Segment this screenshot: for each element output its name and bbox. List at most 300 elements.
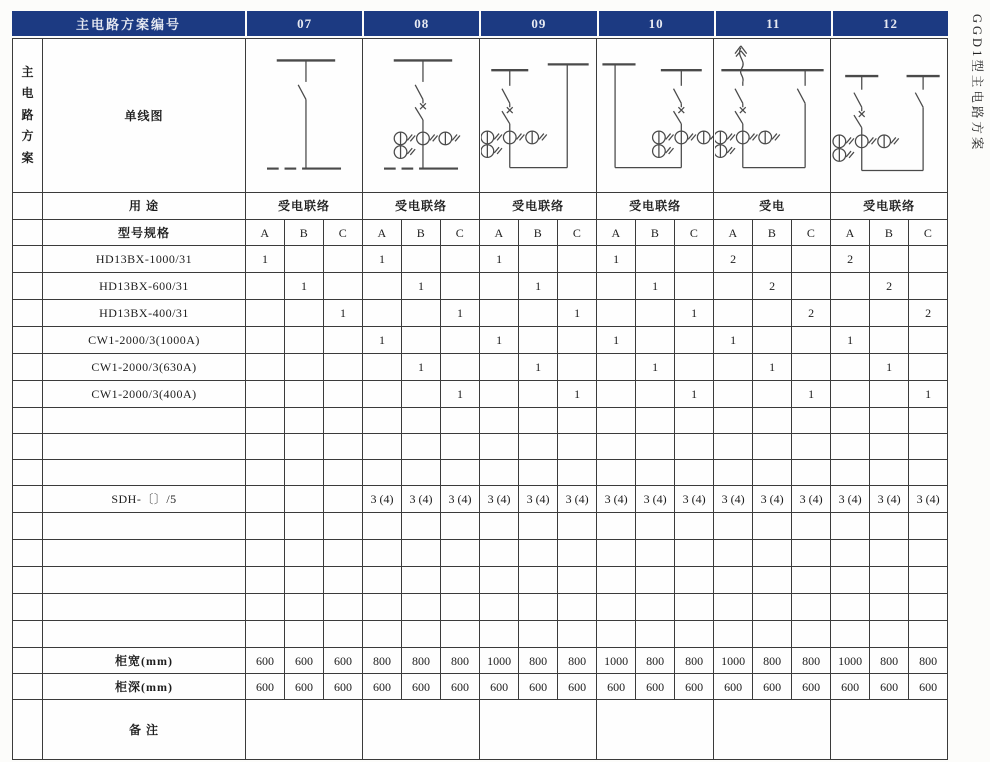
- spec-value-5-8: 1: [558, 381, 597, 408]
- empty-cell: [909, 621, 948, 648]
- empty-row: [13, 513, 948, 540]
- spec-value-3-3: 1: [363, 327, 402, 354]
- subcol-07-C: C: [324, 220, 363, 246]
- empty-cell: [480, 460, 519, 486]
- empty-cell: [714, 513, 753, 540]
- spec-value-4-15: [831, 354, 870, 381]
- sdh-value-5: 3 (4): [441, 486, 480, 513]
- empty-cell: [792, 408, 831, 434]
- empty-cell: [285, 408, 324, 434]
- subcol-10-B: B: [636, 220, 675, 246]
- sdh-value-4: 3 (4): [402, 486, 441, 513]
- spec-label-0: HD13BX-1000/31: [43, 246, 246, 273]
- spacer-cell: [13, 674, 43, 700]
- empty-cell: [831, 513, 870, 540]
- spec-value-5-11: 1: [675, 381, 714, 408]
- spec-label-5: CW1-2000/3(400A): [43, 381, 246, 408]
- remark-row: [13, 700, 948, 760]
- spec-value-3-4: [402, 327, 441, 354]
- spec-value-0-6: 1: [480, 246, 519, 273]
- spec-value-2-5: 1: [441, 300, 480, 327]
- usage-scheme-09: 受电联络: [480, 193, 597, 220]
- cabinet-width-label: 柜宽(mm): [43, 648, 246, 674]
- empty-cell: [870, 594, 909, 621]
- spec-value-5-15: [831, 381, 870, 408]
- spec-label-1: HD13BX-600/31: [43, 273, 246, 300]
- spacer-cell: [13, 354, 43, 381]
- subcol-07-B: B: [285, 220, 324, 246]
- empty-cell: [441, 621, 480, 648]
- subcol-12-C: C: [909, 220, 948, 246]
- scheme-07-single-line-diagram: [246, 39, 363, 193]
- cabinet-width-value-8: 800: [558, 648, 597, 674]
- empty-cell: [363, 594, 402, 621]
- spec-value-0-2: [324, 246, 363, 273]
- spec-value-5-4: [402, 381, 441, 408]
- empty-cell: [324, 594, 363, 621]
- cabinet-width-value-9: 1000: [597, 648, 636, 674]
- cabinet-depth-value-15: 600: [831, 674, 870, 700]
- subcol-08-B: B: [402, 220, 441, 246]
- cabinet-depth-value-8: 600: [558, 674, 597, 700]
- empty-row: [13, 434, 948, 460]
- empty-cell: [792, 567, 831, 594]
- spec-value-0-15: 2: [831, 246, 870, 273]
- cabinet-width-value-12: 1000: [714, 648, 753, 674]
- empty-cell: [324, 513, 363, 540]
- sdh-value-10: 3 (4): [636, 486, 675, 513]
- spacer-cell: [13, 273, 43, 300]
- empty-cell: [402, 540, 441, 567]
- empty-cell: [909, 460, 948, 486]
- empty-label-cell: [43, 594, 246, 621]
- empty-cell: [636, 408, 675, 434]
- scheme-number-09: 09: [481, 11, 596, 36]
- empty-cell: [402, 567, 441, 594]
- empty-cell: [480, 594, 519, 621]
- empty-cell: [441, 434, 480, 460]
- spec-value-1-2: [324, 273, 363, 300]
- spec-value-1-12: [714, 273, 753, 300]
- spacer-cell: [13, 434, 43, 460]
- empty-cell: [909, 513, 948, 540]
- spacer-cell: [13, 220, 43, 246]
- empty-cell: [441, 408, 480, 434]
- empty-cell: [480, 621, 519, 648]
- empty-cell: [714, 460, 753, 486]
- empty-cell: [480, 567, 519, 594]
- scheme-12-single-line-diagram: [831, 39, 948, 193]
- spec-value-1-16: 2: [870, 273, 909, 300]
- empty-cell: [402, 513, 441, 540]
- spec-value-0-1: [285, 246, 324, 273]
- spec-value-5-12: [714, 381, 753, 408]
- empty-cell: [714, 567, 753, 594]
- cabinet-width-value-3: 800: [363, 648, 402, 674]
- spec-value-1-13: 2: [753, 273, 792, 300]
- spec-value-2-6: [480, 300, 519, 327]
- empty-cell: [753, 460, 792, 486]
- empty-cell: [558, 434, 597, 460]
- empty-row: [13, 594, 948, 621]
- empty-cell: [402, 594, 441, 621]
- spec-row-4: [13, 354, 948, 381]
- spec-value-2-16: [870, 300, 909, 327]
- cabinet-depth-value-3: 600: [363, 674, 402, 700]
- empty-cell: [597, 513, 636, 540]
- spec-value-1-11: [675, 273, 714, 300]
- scheme-08-single-line-diagram: [363, 39, 480, 193]
- cabinet-depth-value-13: 600: [753, 674, 792, 700]
- cabinet-width-value-4: 800: [402, 648, 441, 674]
- scheme-number-12: 12: [833, 11, 948, 36]
- empty-cell: [870, 621, 909, 648]
- empty-cell: [363, 540, 402, 567]
- empty-cell: [909, 540, 948, 567]
- empty-cell: [792, 621, 831, 648]
- empty-cell: [480, 540, 519, 567]
- spacer-cell: [13, 594, 43, 621]
- spec-value-5-5: 1: [441, 381, 480, 408]
- empty-cell: [636, 460, 675, 486]
- empty-cell: [285, 513, 324, 540]
- empty-cell: [792, 540, 831, 567]
- spec-value-3-15: 1: [831, 327, 870, 354]
- empty-label-cell: [43, 408, 246, 434]
- spec-value-0-9: 1: [597, 246, 636, 273]
- empty-cell: [480, 434, 519, 460]
- spacer-cell: [13, 460, 43, 486]
- sdh-row-label: SDH-〔〕/5: [43, 486, 246, 513]
- sdh-value-9: 3 (4): [597, 486, 636, 513]
- empty-cell: [363, 567, 402, 594]
- empty-cell: [714, 408, 753, 434]
- sdh-value-13: 3 (4): [753, 486, 792, 513]
- cabinet-depth-label: 柜深(mm): [43, 674, 246, 700]
- spec-value-2-3: [363, 300, 402, 327]
- empty-cell: [246, 513, 285, 540]
- empty-cell: [285, 540, 324, 567]
- cabinet-depth-value-2: 600: [324, 674, 363, 700]
- spec-value-5-9: [597, 381, 636, 408]
- cabinet-width-value-7: 800: [519, 648, 558, 674]
- cabinet-width-value-14: 800: [792, 648, 831, 674]
- spec-value-0-0: 1: [246, 246, 285, 273]
- spec-value-0-17: [909, 246, 948, 273]
- usage-scheme-11: 受电: [714, 193, 831, 220]
- spec-value-4-6: [480, 354, 519, 381]
- spec-value-0-14: [792, 246, 831, 273]
- spec-value-4-2: [324, 354, 363, 381]
- spec-value-5-14: 1: [792, 381, 831, 408]
- empty-cell: [636, 567, 675, 594]
- empty-cell: [714, 621, 753, 648]
- cabinet-width-value-1: 600: [285, 648, 324, 674]
- spec-value-4-0: [246, 354, 285, 381]
- spacer-cell: [13, 700, 43, 760]
- empty-cell: [636, 513, 675, 540]
- empty-cell: [519, 540, 558, 567]
- empty-cell: [675, 434, 714, 460]
- spec-value-4-3: [363, 354, 402, 381]
- spacer-cell: [13, 486, 43, 513]
- spec-value-2-1: [285, 300, 324, 327]
- cabinet-width-value-17: 800: [909, 648, 948, 674]
- usage-row-label: 用 途: [43, 193, 246, 220]
- spec-value-0-3: 1: [363, 246, 402, 273]
- sdh-row: [13, 486, 948, 513]
- spec-value-2-11: 1: [675, 300, 714, 327]
- empty-cell: [441, 567, 480, 594]
- sdh-value-7: 3 (4): [519, 486, 558, 513]
- subcol-09-C: C: [558, 220, 597, 246]
- empty-cell: [285, 460, 324, 486]
- spec-value-4-12: [714, 354, 753, 381]
- remark-value-1: [363, 700, 480, 760]
- spec-value-1-1: 1: [285, 273, 324, 300]
- sdh-value-16: 3 (4): [870, 486, 909, 513]
- sdh-value-2: [324, 486, 363, 513]
- spec-row-label: 型号规格: [43, 220, 246, 246]
- spec-value-0-8: [558, 246, 597, 273]
- empty-label-cell: [43, 460, 246, 486]
- spacer-cell: [13, 540, 43, 567]
- spec-value-4-4: 1: [402, 354, 441, 381]
- empty-cell: [870, 408, 909, 434]
- spec-value-5-17: 1: [909, 381, 948, 408]
- sdh-value-15: 3 (4): [831, 486, 870, 513]
- remark-row-label: 备 注: [43, 700, 246, 760]
- empty-cell: [558, 567, 597, 594]
- spec-value-4-8: [558, 354, 597, 381]
- cabinet-width-row: [13, 648, 948, 674]
- spec-value-2-13: [753, 300, 792, 327]
- empty-cell: [870, 434, 909, 460]
- cabinet-depth-value-9: 600: [597, 674, 636, 700]
- empty-cell: [714, 434, 753, 460]
- spec-value-1-14: [792, 273, 831, 300]
- empty-row: [13, 540, 948, 567]
- sdh-value-11: 3 (4): [675, 486, 714, 513]
- empty-cell: [480, 513, 519, 540]
- spec-value-0-16: [870, 246, 909, 273]
- empty-cell: [792, 460, 831, 486]
- empty-cell: [870, 460, 909, 486]
- empty-cell: [558, 408, 597, 434]
- scheme-number-08: 08: [364, 11, 479, 36]
- sdh-value-1: [285, 486, 324, 513]
- empty-cell: [246, 434, 285, 460]
- empty-cell: [831, 540, 870, 567]
- empty-cell: [558, 460, 597, 486]
- empty-cell: [597, 567, 636, 594]
- cabinet-depth-value-17: 600: [909, 674, 948, 700]
- cabinet-depth-value-6: 600: [480, 674, 519, 700]
- remark-value-0: [246, 700, 363, 760]
- cabinet-width-value-0: 600: [246, 648, 285, 674]
- spec-value-4-1: [285, 354, 324, 381]
- empty-cell: [792, 434, 831, 460]
- spacer-cell: [13, 513, 43, 540]
- spec-value-3-9: 1: [597, 327, 636, 354]
- spec-value-2-12: [714, 300, 753, 327]
- empty-label-cell: [43, 434, 246, 460]
- spec-value-3-7: [519, 327, 558, 354]
- cabinet-depth-value-1: 600: [285, 674, 324, 700]
- cabinet-depth-value-12: 600: [714, 674, 753, 700]
- empty-cell: [909, 434, 948, 460]
- empty-label-cell: [43, 513, 246, 540]
- empty-cell: [753, 434, 792, 460]
- spec-value-3-13: [753, 327, 792, 354]
- spec-value-1-3: [363, 273, 402, 300]
- empty-cell: [285, 567, 324, 594]
- empty-cell: [831, 408, 870, 434]
- empty-cell: [519, 408, 558, 434]
- empty-cell: [909, 594, 948, 621]
- left-vertical-label: 主 电 路 方 案: [13, 39, 43, 193]
- spacer-cell: [13, 621, 43, 648]
- spec-value-1-4: 1: [402, 273, 441, 300]
- scheme-11-single-line-diagram: [714, 39, 831, 193]
- spacer-cell: [13, 648, 43, 674]
- spec-value-4-11: [675, 354, 714, 381]
- spec-row-0: [13, 246, 948, 273]
- spec-value-3-12: 1: [714, 327, 753, 354]
- subcol-11-A: A: [714, 220, 753, 246]
- cabinet-width-value-6: 1000: [480, 648, 519, 674]
- empty-cell: [831, 460, 870, 486]
- cabinet-depth-value-11: 600: [675, 674, 714, 700]
- scheme-09-single-line-diagram: [480, 39, 597, 193]
- spec-value-3-10: [636, 327, 675, 354]
- spec-value-2-15: [831, 300, 870, 327]
- empty-cell: [363, 408, 402, 434]
- empty-cell: [246, 460, 285, 486]
- spec-value-4-7: 1: [519, 354, 558, 381]
- empty-cell: [636, 434, 675, 460]
- spec-value-3-14: [792, 327, 831, 354]
- sdh-value-12: 3 (4): [714, 486, 753, 513]
- subcol-11-B: B: [753, 220, 792, 246]
- empty-cell: [324, 567, 363, 594]
- empty-cell: [870, 540, 909, 567]
- spec-value-1-5: [441, 273, 480, 300]
- spec-value-1-7: 1: [519, 273, 558, 300]
- empty-cell: [402, 408, 441, 434]
- spacer-cell: [13, 327, 43, 354]
- empty-cell: [246, 621, 285, 648]
- spec-row-2: [13, 300, 948, 327]
- empty-cell: [285, 621, 324, 648]
- empty-cell: [519, 567, 558, 594]
- empty-cell: [558, 594, 597, 621]
- spec-label-3: CW1-2000/3(1000A): [43, 327, 246, 354]
- empty-cell: [324, 460, 363, 486]
- spec-value-2-7: [519, 300, 558, 327]
- empty-cell: [597, 540, 636, 567]
- spacer-cell: [13, 193, 43, 220]
- empty-cell: [441, 594, 480, 621]
- cabinet-depth-value-10: 600: [636, 674, 675, 700]
- usage-scheme-08: 受电联络: [363, 193, 480, 220]
- usage-scheme-10: 受电联络: [597, 193, 714, 220]
- empty-cell: [402, 460, 441, 486]
- subcol-09-B: B: [519, 220, 558, 246]
- spec-value-1-0: [246, 273, 285, 300]
- empty-cell: [753, 540, 792, 567]
- spec-value-4-14: [792, 354, 831, 381]
- empty-cell: [519, 434, 558, 460]
- empty-cell: [246, 594, 285, 621]
- spacer-cell: [13, 381, 43, 408]
- subcol-07-A: A: [246, 220, 285, 246]
- cabinet-depth-value-4: 600: [402, 674, 441, 700]
- spec-value-3-11: [675, 327, 714, 354]
- spec-value-2-0: [246, 300, 285, 327]
- empty-cell: [558, 513, 597, 540]
- sdh-value-0: [246, 486, 285, 513]
- spec-value-1-8: [558, 273, 597, 300]
- empty-cell: [363, 621, 402, 648]
- empty-cell: [636, 540, 675, 567]
- subcol-12-A: A: [831, 220, 870, 246]
- spec-value-1-15: [831, 273, 870, 300]
- spec-value-5-7: [519, 381, 558, 408]
- spec-value-5-1: [285, 381, 324, 408]
- spec-value-1-10: 1: [636, 273, 675, 300]
- remark-value-4: [714, 700, 831, 760]
- single-line-diagram-row: [13, 39, 948, 193]
- empty-cell: [324, 621, 363, 648]
- spec-value-0-4: [402, 246, 441, 273]
- spec-row-1: [13, 273, 948, 300]
- subcol-08-A: A: [363, 220, 402, 246]
- empty-cell: [441, 540, 480, 567]
- spec-value-3-2: [324, 327, 363, 354]
- spec-value-0-5: [441, 246, 480, 273]
- empty-cell: [519, 460, 558, 486]
- cabinet-width-value-13: 800: [753, 648, 792, 674]
- subcol-08-C: C: [441, 220, 480, 246]
- spec-value-5-0: [246, 381, 285, 408]
- empty-cell: [285, 434, 324, 460]
- sdh-value-17: 3 (4): [909, 486, 948, 513]
- usage-scheme-07: 受电联络: [246, 193, 363, 220]
- empty-cell: [441, 460, 480, 486]
- empty-cell: [792, 513, 831, 540]
- spec-value-3-16: [870, 327, 909, 354]
- subcol-10-A: A: [597, 220, 636, 246]
- table-title: 主电路方案编号: [12, 11, 245, 36]
- cabinet-width-value-16: 800: [870, 648, 909, 674]
- spec-value-3-1: [285, 327, 324, 354]
- cabinet-depth-value-14: 600: [792, 674, 831, 700]
- subcolumn-header-row: [13, 220, 948, 246]
- empty-cell: [753, 621, 792, 648]
- empty-cell: [636, 621, 675, 648]
- empty-cell: [246, 540, 285, 567]
- empty-cell: [480, 408, 519, 434]
- cabinet-width-value-15: 1000: [831, 648, 870, 674]
- spec-value-4-5: [441, 354, 480, 381]
- cabinet-depth-value-5: 600: [441, 674, 480, 700]
- spacer-cell: [13, 246, 43, 273]
- empty-cell: [246, 408, 285, 434]
- empty-cell: [324, 540, 363, 567]
- usage-row: [13, 193, 948, 220]
- empty-cell: [402, 434, 441, 460]
